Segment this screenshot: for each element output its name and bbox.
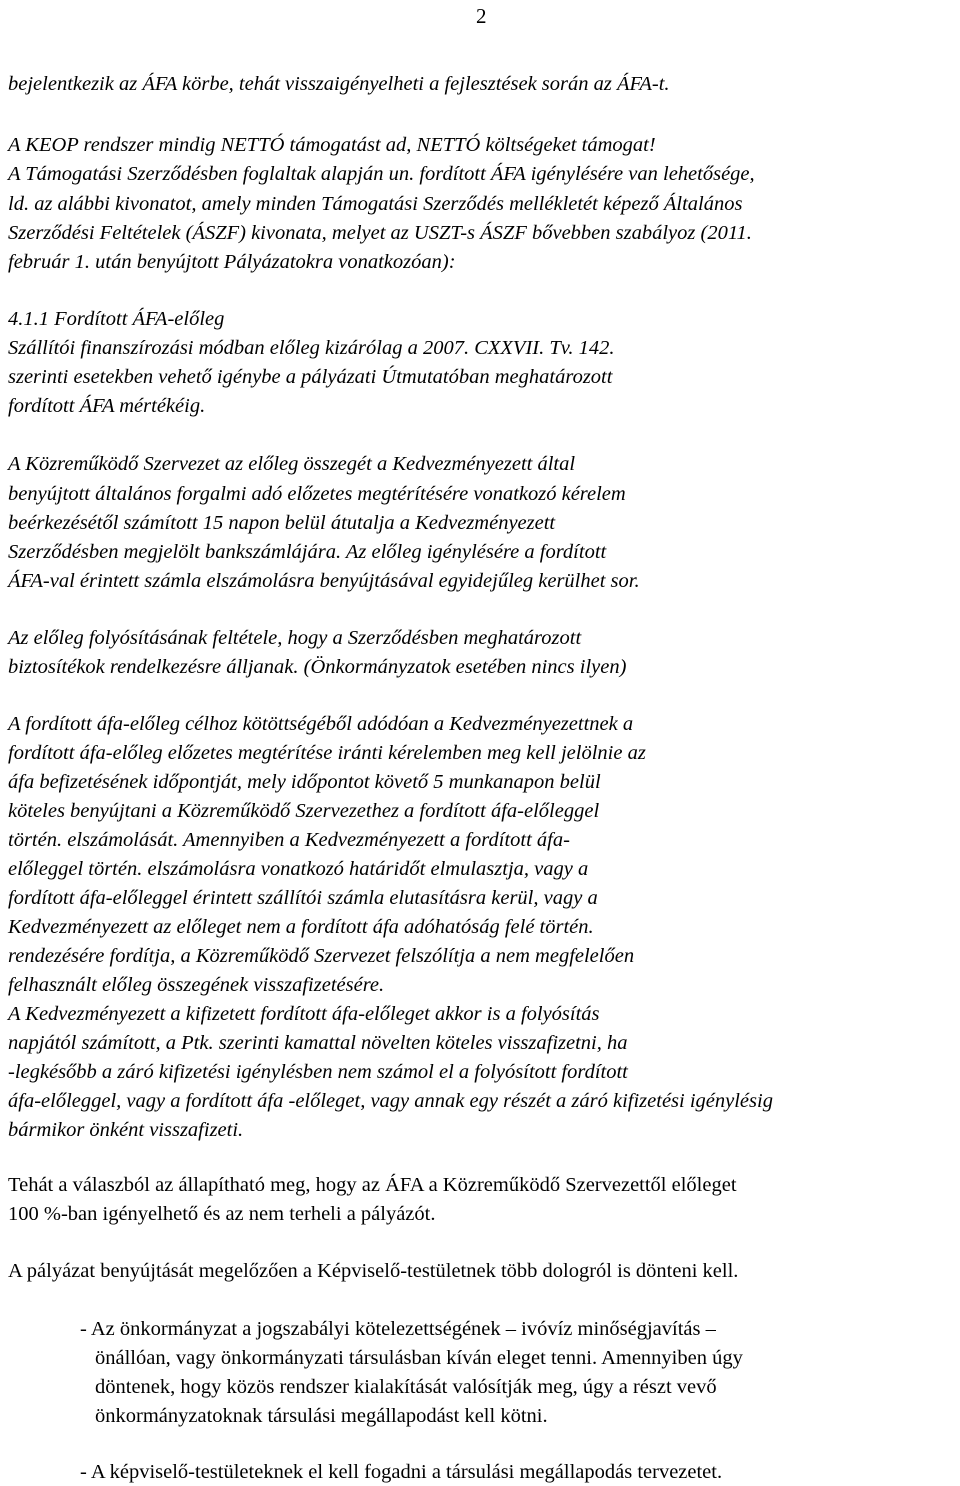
list-item-continuation: önállóan, vagy önkormányzati társulásban kíván eleget tenni. Amennyiben úgy bbox=[95, 1347, 743, 1369]
text-line: bejelentkezik az ÁFA körbe, tehát visszaigényelheti a fejlesztések során az ÁFA-t. bbox=[8, 73, 670, 95]
text-line: Tehát a válaszból az állapítható meg, hogy az ÁFA a Közreműködő Szervezettől előleget bbox=[8, 1174, 737, 1196]
list-item: - Az önkormányzat a jogszabályi kötelezettségének – ivóvíz minőségjavítás – bbox=[80, 1318, 716, 1340]
text-line: A Támogatási Szerződésben foglaltak alapján un. fordított ÁFA igénylésére van lehetősége, bbox=[8, 163, 755, 185]
text-line: fordított áfa-előleggel érintett szállítói számla elutasításra kerül, vagy a bbox=[8, 887, 598, 909]
text-line: szerinti esetekben vehető igénybe a pályázati Útmutatóban meghatározott bbox=[8, 366, 613, 388]
text-line: A Kedvezményezett a kifizetett fordított áfa-előleget akkor is a folyósítás bbox=[8, 1003, 600, 1025]
text-line: Kedvezményezett az előleget nem a fordított áfa adóhatóság felé történ. bbox=[8, 916, 594, 938]
list-item: - A képviselő-testületeknek el kell fogadni a társulási megállapodás tervezetet. bbox=[80, 1461, 723, 1483]
text-line: fordított ÁFA mértékéig. bbox=[8, 395, 206, 417]
text-line: A pályázat benyújtását megelőzően a Képviselő-testületnek több dologról is dönteni kell. bbox=[8, 1260, 739, 1282]
text-line: Szerződési Feltételek (ÁSZF) kivonata, melyet az USZT-s ÁSZF bővebben szabályoz (2011. bbox=[8, 222, 752, 244]
text-line: történ. elszámolását. Amennyiben a Kedvezményezett a fordított áfa- bbox=[8, 829, 570, 851]
text-line: A Közreműködő Szervezet az előleg összegét a Kedvezményezett által bbox=[8, 453, 576, 475]
text-line: Szerződésben megjelölt bankszámlájára. Az előleg igénylésére a fordított bbox=[8, 541, 607, 563]
text-line: benyújtott általános forgalmi adó előzetes megtérítésére vonatkozó kérelem bbox=[8, 483, 626, 505]
text-line: bármikor önként visszafizeti. bbox=[8, 1119, 244, 1141]
text-line: Az előleg folyósításának feltétele, hogy a Szerződésben meghatározott bbox=[8, 627, 582, 649]
list-item-continuation: döntenek, hogy közös rendszer kialakítását valósítják meg, úgy a részt vevő bbox=[95, 1376, 717, 1398]
text-line: A KEOP rendszer mindig NETTÓ támogatást ad, NETTÓ költségeket támogat! bbox=[8, 134, 656, 156]
text-line: köteles benyújtani a Közreműködő Szervezethez a fordított áfa-előleggel bbox=[8, 800, 600, 822]
list-item-continuation: önkormányzatoknak társulási megállapodást kell kötni. bbox=[95, 1405, 548, 1427]
text-line: napjától számított, a Ptk. szerinti kamattal növelten köteles visszafizetni, ha bbox=[8, 1032, 628, 1054]
text-line: 100 %-ban igényelhető és az nem terheli a pályázót. bbox=[8, 1203, 436, 1225]
text-line: ld. az alábbi kivonatot, amely minden Támogatási Szerződés mellékletét képező Általános bbox=[8, 193, 743, 215]
text-line: áfa-előleggel, vagy a fordított áfa -előleget, vagy annak egy részét a záró kifizetési igénylésig bbox=[8, 1090, 773, 1112]
text-line: áfa befizetésének időpontját, mely időpontot követő 5 munkanapon belül bbox=[8, 771, 601, 793]
section-heading: 4.1.1 Fordított ÁFA-előleg bbox=[8, 308, 225, 330]
text-line: A fordított áfa-előleg célhoz kötöttségéből adódóan a Kedvezményezettnek a bbox=[8, 713, 634, 735]
text-line: február 1. után benyújtott Pályázatokra vonatkozóan): bbox=[8, 251, 456, 273]
text-line: fordított áfa-előleg előzetes megtérítése iránti kérelemben meg kell jelölnie az bbox=[8, 742, 646, 764]
text-line: -legkésőbb a záró kifizetési igénylésben nem számol el a folyósított fordított bbox=[8, 1061, 628, 1083]
text-line: biztosítékok rendelkezésre álljanak. (Önkormányzatok esetében nincs ilyen) bbox=[8, 656, 627, 678]
text-line: Szállítói finanszírozási módban előleg kizárólag a 2007. CXXVII. Tv. 142. bbox=[8, 337, 615, 359]
text-line: ÁFA-val érintett számla elszámolásra benyújtásával egyidejűleg kerülhet sor. bbox=[8, 570, 640, 592]
text-line: felhasznált előleg összegének visszafizetésére. bbox=[8, 974, 385, 996]
text-line: beérkezésétől számított 15 napon belül átutalja a Kedvezményezett bbox=[8, 512, 556, 534]
text-line: előleggel történ. elszámolásra vonatkozó határidőt elmulasztja, vagy a bbox=[8, 858, 589, 880]
text-line: rendezésére fordítja, a Közreműködő Szervezet felszólítja a nem megfelelően bbox=[8, 945, 635, 967]
page-number: 2 bbox=[476, 4, 487, 28]
